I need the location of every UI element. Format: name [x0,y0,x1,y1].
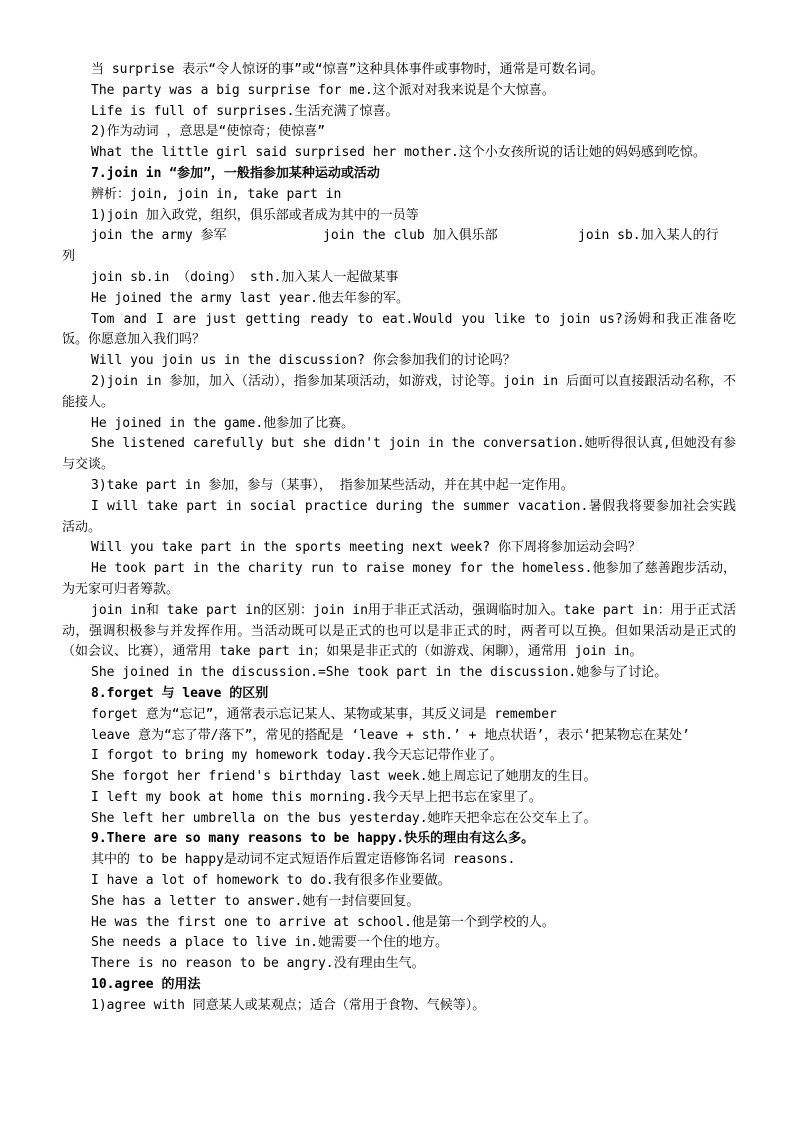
example-sentence: He joined in the game.他参加了比赛。 [91,415,355,431]
text-line: join sb.in （doing） sth.加入某人一起做某事 [91,269,399,285]
example-sentence: Life is full of surprises.生活充满了惊喜。 [91,103,399,119]
example-sentence: I forgot to bring my homework today.我今天忘记带作业了。 [91,748,503,764]
example-sentence: She has a letter to answer.她有一封信要回复。 [91,893,420,909]
text-paragraph: leave 意为“忘了带/落下”，常见的搭配是 ‘leave + sth.’ + 地点状语’，表示‘把某物忘在某处’ [91,727,690,743]
example-sentence: She forgot her friend's birthday last week.她上周忘记了她朋友的生日。 [91,769,597,785]
text-line: 其中的 to be happy是动词不定式短语作后置定语修饰名词 reasons. [91,852,516,868]
example-sentence: She left her umbrella on the bus yesterday.她昨天把伞忘在公交车上了。 [91,810,597,826]
text-line: 当 surprise 表示“令人惊讶的事”或“惊喜”这种具体事件或事物时，通常是可数名词。 [91,62,604,77]
example-sentence: What the little girl said surprised her mother.这个小女孩所说的话让她的妈妈感到吃惊。 [91,145,706,161]
phrase-row [62,226,736,247]
example-sentence: She joined in the discussion.=She took part in the discussion.她参与了讨论。 [91,665,668,681]
example-sentence: I left my book at home this morning.我今天早上把书忘在家里了。 [91,789,542,805]
section-heading: 8.forget 与 leave 的区别 [91,685,269,701]
example-sentence: I will take part in social practice during the summer vacation.暑假我将要参加社会实践活动。 [62,498,736,535]
section-heading: 10.agree 的用法 [91,977,201,993]
text-line: forget 意为“忘记”，通常表示忘记某人、某物或某事，其反义词是 remember [91,706,557,722]
phrase-item: join sb.加入某人的行 [578,228,719,244]
example-sentence: She needs a place to live in.她需要一个住的地方。 [91,935,448,951]
text-line: 1)join 加入政党，组织，俱乐部或者成为其中的一员等 [91,207,419,223]
example-sentence: I have a lot of homework to do.我有很多作业要做。 [91,873,451,889]
text-paragraph: 2)join in 参加，加入（活动），指参加某项活动，如游戏，讨论等。join in 后面可以直接跟活动名称，不能接人。 [62,373,736,410]
section-heading: 7.join in “参加”，一般指参加某种运动或活动 [91,165,380,181]
example-sentence: She listened carefully but she didn't join in the conversation.她听得很认真,但她没有参与交谈。 [62,436,736,473]
phrase-item: join the club 加入俱乐部 [323,228,498,244]
example-sentence: There is no reason to be angry.没有理由生气。 [91,956,425,972]
text-line: 3)take part in 参加，参与（某事）， 指参加某些活动，并在其中起一定作用。 [91,477,574,493]
text-paragraph: join in和 take part in的区别：join in用于非正式活动，强调临时加入。take part in：用于正式活动，强调积极参与并发挥作用。当活动既可以是正式的也可以是非正式的时，两者可以互换。但如果活动是正式的（如会议、比赛），通常用 take part in；如果是非正式的（如游戏、闲聊），通常用 join in。 [62,602,736,660]
example-sentence: He joined the army last year.他去年参的军。 [91,290,409,306]
text-line: 2)作为动词 ，意思是“使惊奇；使惊喜” [91,124,326,140]
document-page [62,60,736,1017]
text-line: 1)agree with 同意某人或某观点；适合（常用于食物、气候等）。 [91,997,486,1013]
example-sentence: He took part in the charity run to raise money for the homeless.他参加了慈善跑步活动，为无家可归者筹款。 [62,561,736,597]
text-line: 列 [62,249,76,265]
example-sentence: He was the first one to arrive at school.他是第一个到学校的人。 [91,914,555,930]
example-sentence: Will you join us in the discussion? 你会参加我们的讨论吗？ [91,353,516,369]
example-sentence: The party was a big surprise for me.这个派对对我来说是个大惊喜。 [91,82,555,98]
phrase-item: join the army 参军 [91,228,227,244]
example-sentence: Will you take part in the sports meeting next week? 你下周将参加运动会吗？ [91,540,641,556]
section-heading: 9.There are so many reasons to be happy.快乐的理由有这么多。 [91,831,535,847]
text-line: 辨析：join, join in, take part in [91,186,342,202]
example-sentence: Tom and I are just getting ready to eat.Would you like to join us?汤姆和我正准备吃饭。你愿意加入我们吗？ [62,311,736,348]
